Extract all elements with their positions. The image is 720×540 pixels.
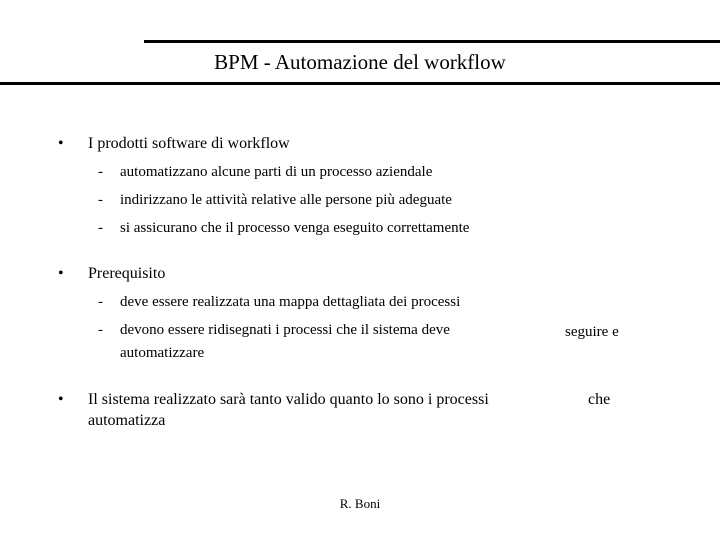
sub-bullet-ensure-execution: si assicurano che il processo venga eseguito correttamente	[120, 220, 470, 236]
slide-title: BPM - Automazione del workflow	[214, 50, 506, 74]
sub-bullet-automate: automatizzano alcune parti di un processo aziendale	[120, 164, 433, 180]
sub-bullet-redesign-processes-tail: seguire e	[565, 324, 619, 340]
sub-bullet-redesign-processes-cont: automatizzare	[120, 345, 205, 361]
sub-bullet-process-map: deve essere realizzata una mappa dettagliata dei processi	[120, 294, 461, 310]
bullet-marker: •	[58, 265, 64, 282]
sub-bullet-dash: -	[98, 220, 103, 236]
bullet-point-system-validity: Il sistema realizzato sarà tanto valido quanto lo sono i processi	[88, 391, 489, 408]
sub-bullet-dash: -	[98, 164, 103, 180]
bullet-point-workflow-products: I prodotti software di workflow	[88, 135, 290, 152]
bullet-point-system-validity-cont: automatizza	[88, 412, 166, 429]
title-top-rule	[144, 40, 720, 43]
slide-footer-author: R. Boni	[339, 496, 381, 511]
bullet-point-system-validity-tail: che	[588, 391, 611, 408]
sub-bullet-redesign-processes: devono essere ridisegnati i processi che il sistema deve	[120, 322, 450, 338]
sub-bullet-dash: -	[98, 322, 103, 338]
bullet-marker: •	[58, 135, 64, 152]
title-bottom-rule	[0, 82, 720, 85]
sub-bullet-dash: -	[98, 294, 103, 310]
sub-bullet-dash: -	[98, 192, 103, 208]
bullet-marker: •	[58, 391, 64, 408]
bullet-point-prerequisite: Prerequisito	[88, 265, 166, 282]
sub-bullet-route-activities: indirizzano le attività relative alle persone più adeguate	[120, 192, 452, 208]
